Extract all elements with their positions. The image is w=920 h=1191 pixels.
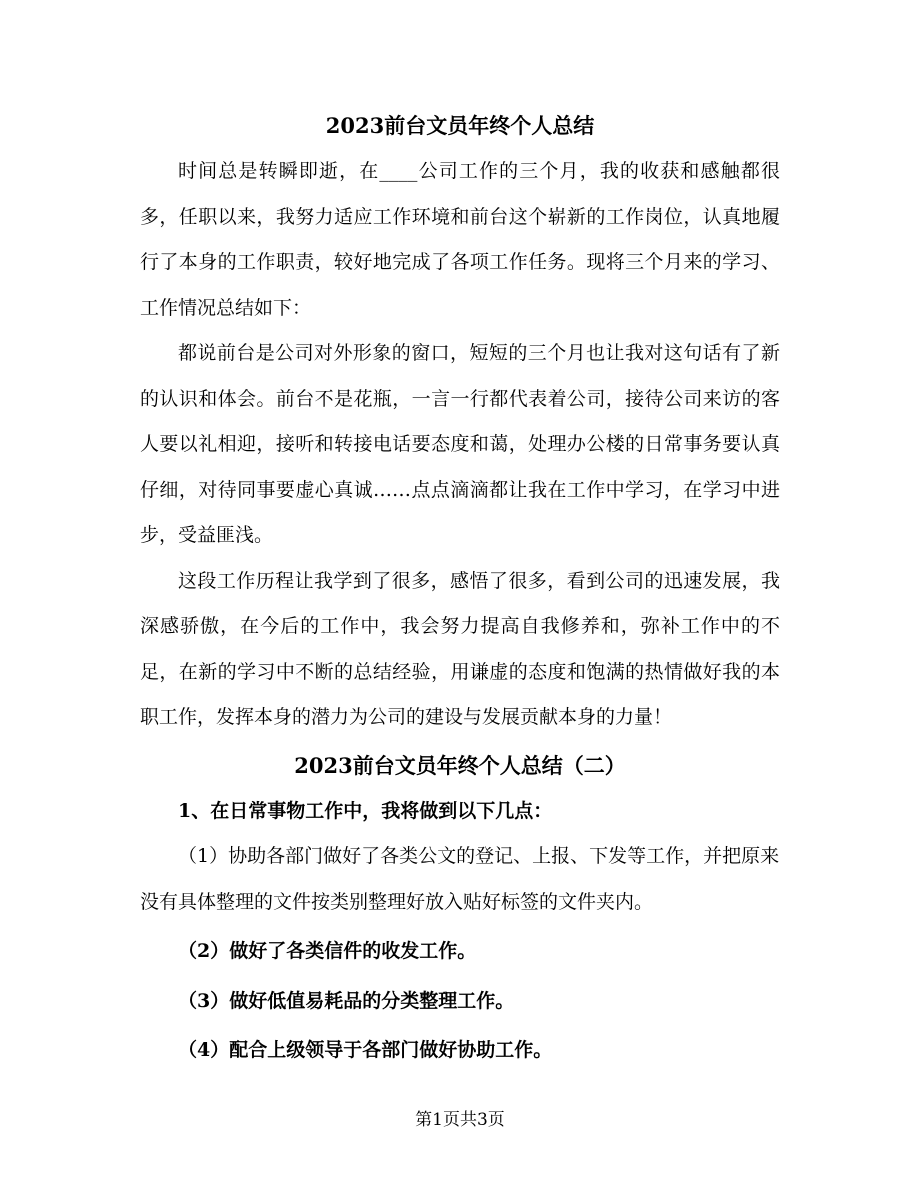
list-item-4: （4）配合上级领导于各部门做好协助工作。 xyxy=(178,1039,553,1061)
paragraph-front-desk: 都说前台是公司对外形象的窗口，短短的三个月也让我对这句话有了新的认识和体会。前台不是花瓶，一言一行都代表着公司，接待公司来访的客人要以礼相迎，接听和转接电话要态度和蔼，处理办公楼的日常事务要认真仔细，对待同事要虚心真诚……点点滴滴都让我在工作中学习，在学习中进步，受益匪浅。 xyxy=(140,342,780,546)
page-indicator: 第1页共3页 xyxy=(415,1110,505,1130)
list-item-1: （1）协助各部门做好了各类公文的登记、上报、下发等工作，并把原来没有具体整理的文件按类别整理好放入贴好标签的文件夹内。 xyxy=(140,845,780,913)
paragraph-conclusion: 这段工作历程让我学到了很多，感悟了很多，看到公司的迅速发展，我深感骄傲，在今后的工作中，我会努力提高自我修养和，弥补工作中的不足，在新的学习中不断的总结经验，用谦虚的态度和饱满的热情做好我的本职工作，发挥本身的潜力为公司的建设与发展贡献本身的力量！ xyxy=(140,569,780,728)
document-title: 2023前台文员年终个人总结 xyxy=(325,113,595,138)
document-body xyxy=(140,103,780,1074)
section-two-subheading: 1、在日常事物工作中，我将做到以下几点： xyxy=(178,799,553,822)
list-item-3: （3）做好低值易耗品的分类整理工作。 xyxy=(178,989,515,1012)
paragraph-intro: 时间总是转瞬即逝，在____公司工作的三个月，我的收获和感触都很多，任职以来，我努力适应工作环境和前台这个崭新的工作岗位，认真地履行了本身的工作职责，较好地完成了各项工作任务。现将三个月来的学习、工作情况总结如下： xyxy=(140,160,780,319)
section-two-title: 2023前台文员年终个人总结（二） xyxy=(294,752,626,778)
list-item-2: （2）做好了各类信件的收发工作。 xyxy=(178,940,477,962)
